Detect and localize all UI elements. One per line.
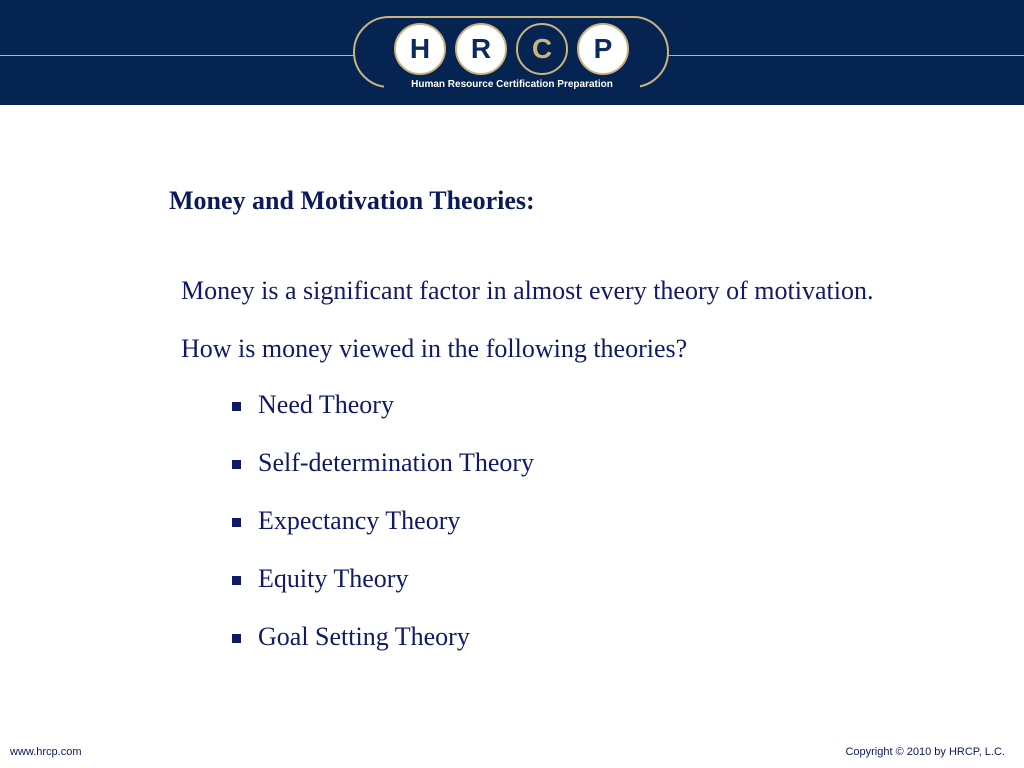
theory-list (232, 390, 534, 680)
list-item (232, 622, 534, 680)
square-bullet-icon (232, 460, 241, 469)
list-item-label: Expectancy Theory (258, 506, 461, 535)
question-paragraph: How is money viewed in the following theories? (181, 334, 688, 363)
list-item (232, 564, 534, 622)
list-item-label: Self-determination Theory (258, 448, 535, 477)
footer-website: www.hrcp.com (10, 746, 82, 758)
slide-title: Money and Motivation Theories: (169, 186, 535, 215)
logo-tagline: Human Resource Certification Preparation (384, 78, 640, 92)
square-bullet-icon (232, 402, 241, 411)
square-bullet-icon (232, 634, 241, 643)
logo-letter-c: C (516, 23, 568, 75)
list-item (232, 506, 534, 564)
list-item-label: Need Theory (258, 390, 394, 419)
logo-letter-h: H (394, 23, 446, 75)
logo (394, 23, 629, 77)
footer-copyright: Copyright © 2010 by HRCP, L.C. (845, 746, 1005, 758)
list-item (232, 390, 534, 448)
intro-paragraph: Money is a significant factor in almost every theory of motivation. (181, 276, 874, 305)
logo-letter-r: R (455, 23, 507, 75)
square-bullet-icon (232, 518, 241, 527)
list-item-label: Goal Setting Theory (258, 622, 470, 651)
list-item-label: Equity Theory (258, 564, 409, 593)
square-bullet-icon (232, 576, 241, 585)
header-rule-left (0, 55, 355, 56)
header-banner (0, 0, 1024, 105)
logo-letter-p: P (577, 23, 629, 75)
header-rule-right (668, 55, 1024, 56)
list-item (232, 448, 534, 506)
